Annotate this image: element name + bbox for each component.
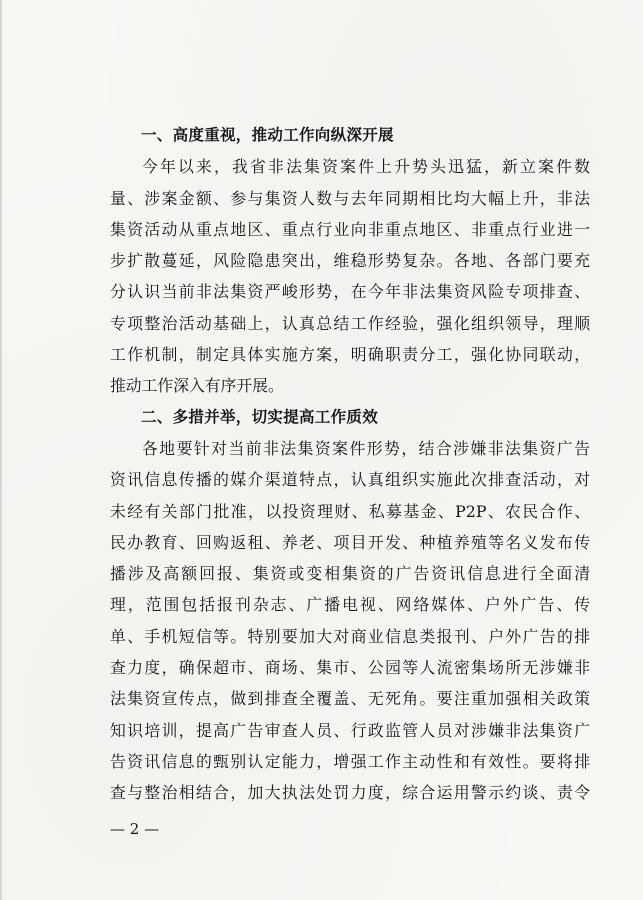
paragraph-line: 资讯信息传播的媒介渠道特点，认真组织实施此次排查活动，对 <box>110 470 590 490</box>
paragraph-line: 步扩散蔓延，风险隐患突出，维稳形势复杂。各地、各部门要充 <box>110 251 590 271</box>
paragraph-line: 集资活动从重点地区、重点行业向非重点地区、非重点行业进一 <box>110 219 590 239</box>
paragraph-line: 分认识当前非法集资严峻形势，在今年非法集资风险专项排查、 <box>110 282 590 302</box>
document-body <box>110 120 590 809</box>
paragraph-line: 工作机制，制定具体实施方案，明确职责分工，强化协同联动， <box>110 345 590 365</box>
paragraph-line: 推动工作深入有序开展。 <box>110 376 284 396</box>
scan-edge <box>0 0 2 900</box>
paragraph-line: 查与整治相结合，加大执法处罚力度，综合运用警示约谈、责令 <box>110 783 590 803</box>
paragraph-line: 理，范围包括报刊杂志、广播电视、网络媒体、户外广告、传 <box>110 595 590 615</box>
section-heading-2: 二、多措并举，切实提高工作质效 <box>141 407 379 426</box>
paragraph-line: 法集资宣传点，做到排查全覆盖、无死角。要注重加强相关政策 <box>110 689 590 709</box>
paragraph-line: 量、涉案金额、参与集资人数与去年同期相比均大幅上升，非法 <box>110 188 590 208</box>
page-number: — 2 — <box>110 820 160 838</box>
section-heading-1: 一、高度重视，推动工作向纵深开展 <box>141 126 394 144</box>
paragraph-line: 民办教育、回购返租、养老、项目开发、种植养殖等名义发布传 <box>110 532 590 552</box>
paragraph-line: 知识培训，提高广告审查人员、行政监管人员对涉嫌非法集资广 <box>110 720 590 740</box>
paragraph-line: 今年以来，我省非法集资案件上升势头迅猛，新立案件数 <box>142 157 590 177</box>
paragraph-line: 专项整治活动基础上，认真总结工作经验，强化组织领导，理顺 <box>110 313 590 333</box>
paragraph-line: 播涉及高额回报、集资或变相集资的广告资讯信息进行全面清 <box>110 564 590 584</box>
paragraph-line: 告资讯信息的甄别认定能力，增强工作主动性和有效性。要将排 <box>110 751 590 771</box>
paragraph-line: 查力度，确保超市、商场、集市、公园等人流密集场所无涉嫌非 <box>110 658 590 678</box>
paragraph-line: 未经有关部门批准，以投资理财、私募基金、P2P、农民合作、 <box>110 501 590 521</box>
paragraph-line: 各地要针对当前非法集资案件形势，结合涉嫌非法集资广告 <box>142 438 590 458</box>
paragraph-line: 单、手机短信等。特别要加大对商业信息类报刊、户外广告的排 <box>110 626 590 646</box>
